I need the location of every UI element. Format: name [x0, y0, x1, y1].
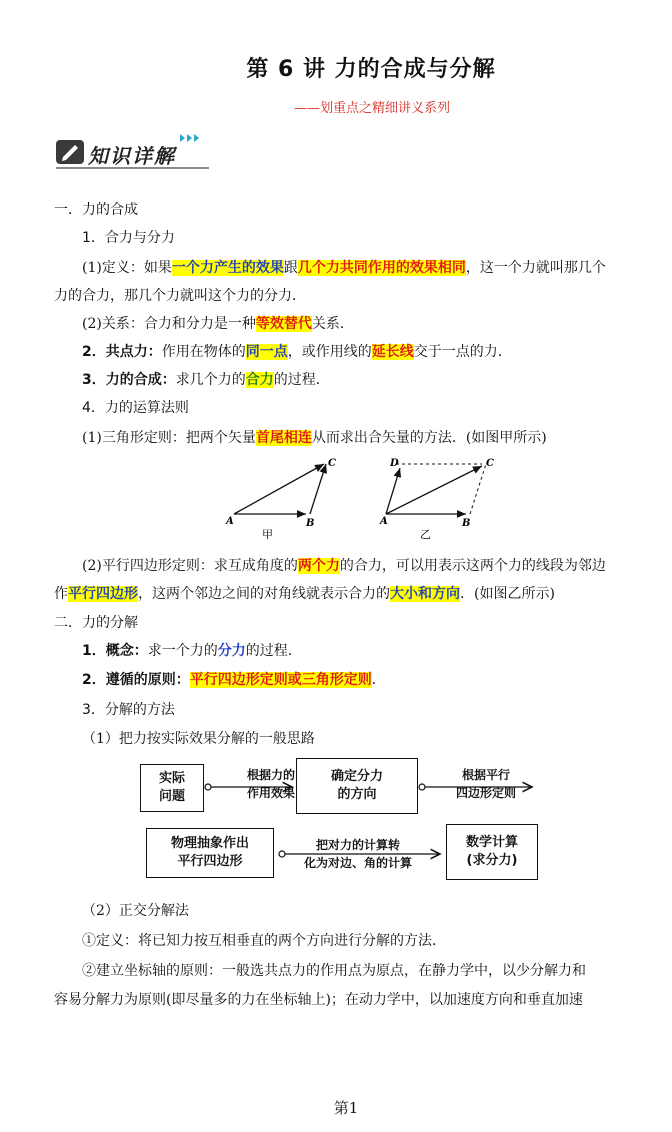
- method1-line: （1）把力按实际效果分解的一般思路: [82, 731, 315, 747]
- flow-label-parallelogram: 根据平行 四边形定则: [455, 768, 516, 800]
- flowchart: [140, 756, 540, 896]
- vector-figure: [224, 452, 496, 542]
- point-A-jia: A: [226, 516, 234, 527]
- principle-line: 2．遵循的原则：平行四边形定则或三角形定则．: [82, 672, 386, 688]
- vector-BC-jia: [310, 464, 326, 514]
- flow-label-effect: 根据力的 作用效果: [246, 768, 295, 800]
- vector-AD-yi: [386, 468, 400, 514]
- point-C-yi: C: [486, 458, 494, 469]
- point-D-yi: D: [390, 458, 399, 469]
- method-heading: 3．分解的方法: [82, 702, 175, 718]
- point-B-jia: B: [306, 518, 315, 529]
- knowledge-badge: [54, 132, 214, 172]
- ortho-definition-line: ①定义：将已知力按互相垂直的两个方向进行分解的方法．: [82, 933, 446, 949]
- method2-line: （2）正交分解法: [82, 903, 189, 919]
- page-title: 第 6 讲 力的合成与分解: [246, 57, 496, 82]
- parallelogram-line2: 作平行四边形，这两个邻边之间的对角线就表示合力的大小和方向．(如图乙所示): [54, 586, 555, 602]
- axis-principle-line2: 容易分解力为原则(即尽量多的力在坐标轴上)；在动力学中，以加速度方向和垂直加速: [54, 992, 583, 1008]
- section1-heading: 一．力的合成: [54, 202, 138, 218]
- definition-line2: 力的合力，那几个力就叫这个力的分力．: [54, 288, 306, 304]
- point-B-yi: B: [462, 518, 471, 529]
- concept-line: 1．概念：求一个力的分力的过程．: [82, 643, 302, 659]
- point-A-yi: A: [380, 516, 388, 527]
- arrow-deco-icon: [180, 134, 185, 142]
- section2-heading: 二．力的分解: [54, 615, 138, 631]
- flow-label-calculation: 把对力的计算转 化为对边、角的计算: [303, 838, 412, 870]
- triangle-rule-line: (1)三角形定则：把两个矢量首尾相连从而求出合矢量的方法．(如图甲所示): [82, 430, 547, 446]
- sub-heading-resultant: 1．合力与分力: [82, 230, 175, 246]
- flow-box-actual-problem: 实际 问题: [140, 764, 204, 812]
- flow-box-math: 数学计算 (求分力): [446, 824, 538, 880]
- composition-line: 3．力的合成：求几个力的合力的过程．: [82, 372, 330, 388]
- flow-box-abstract: 物理抽象作出 平行四边形: [146, 828, 274, 878]
- definition-line1: (1)定义：如果一个力产生的效果跟几个力共同作用的效果相同，这一个力就叫那几个: [82, 260, 606, 276]
- label-jia: 甲: [262, 528, 273, 541]
- rule-heading: 4．力的运算法则: [82, 400, 189, 416]
- vector-AC-yi: [386, 466, 482, 514]
- badge-label: 知识详解: [88, 144, 176, 168]
- axis-principle-line1: ②建立坐标轴的原则：一般选共点力的作用点为原点，在静力学中，以少分解力和: [82, 963, 586, 979]
- flow-box-direction: 确定分力 的方向: [296, 758, 418, 814]
- relation-line: (2)关系：合力和分力是一种等效替代关系．: [82, 316, 354, 332]
- page-subtitle: ——划重点之精细讲义系列: [293, 101, 450, 116]
- vector-AC-jia: [234, 464, 324, 514]
- concurrent-force-line: 2．共点力：作用在物体的同一点，或作用线的延长线交于一点的力．: [82, 344, 512, 360]
- page-number: 第1: [333, 1099, 359, 1117]
- point-C-jia: C: [328, 458, 336, 469]
- parallelogram-line1: (2)平行四边形定则：求互成角度的两个力的合力，可以用表示这两个力的线段为邻边: [82, 558, 606, 574]
- label-yi: 乙: [420, 528, 431, 541]
